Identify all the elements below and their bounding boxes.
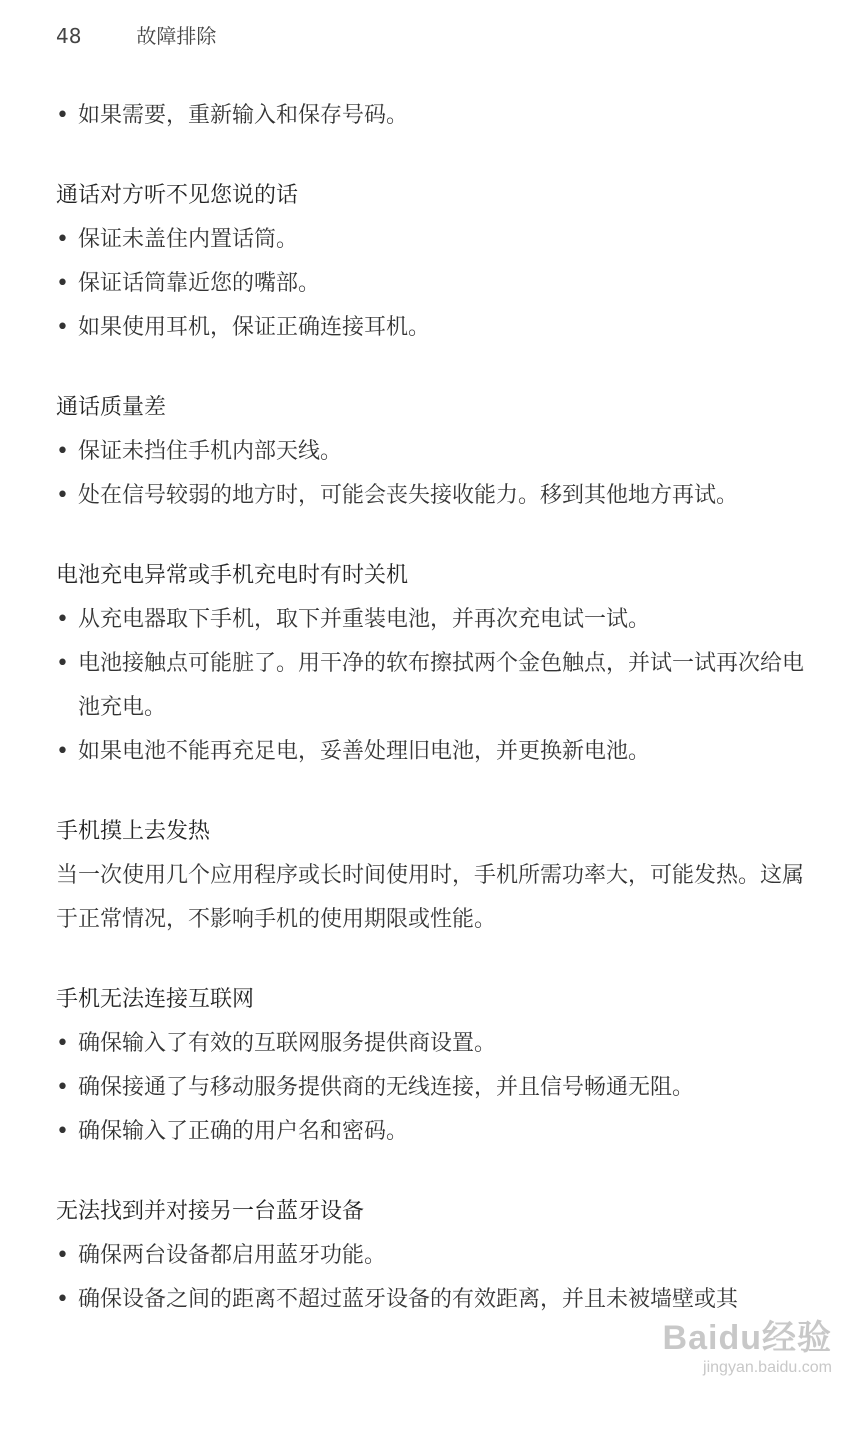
bullet-item: • 确保设备之间的距离不超过蓝牙设备的有效距离，并且未被墙壁或其 xyxy=(56,1278,806,1322)
page-number: 48 xyxy=(56,24,82,48)
bullet-item: • 保证未挡住手机内部天线。 xyxy=(56,430,806,474)
section-title: 手机摸上去发热 xyxy=(56,819,211,844)
section-0 xyxy=(56,94,806,138)
page-header xyxy=(56,20,216,49)
bullet-item: • 确保输入了有效的互联网服务提供商设置。 xyxy=(56,1022,806,1066)
section-bluetooth xyxy=(56,1190,806,1322)
document-body xyxy=(56,94,806,1358)
bullet-item: • 如果电池不能再充足电，妥善处理旧电池，并更换新电池。 xyxy=(56,730,806,774)
section-title: 通话对方听不见您说的话 xyxy=(56,183,299,208)
watermark-url: jingyan.baidu.com xyxy=(703,1359,832,1376)
baidu-watermark xyxy=(663,1310,832,1377)
section-title: 电池充电异常或手机充电时有时关机 xyxy=(56,563,409,588)
bullet-item: • 确保两台设备都启用蓝牙功能。 xyxy=(56,1234,806,1278)
bullet-item: • 处在信号较弱的地方时，可能会丧失接收能力。移到其他地方再试。 xyxy=(56,474,806,518)
bullet-item: • 如果需要，重新输入和保存号码。 xyxy=(56,94,806,138)
bullet-item: • 保证话筒靠近您的嘴部。 xyxy=(56,262,806,306)
bullet-item: • 确保输入了正确的用户名和密码。 xyxy=(56,1110,806,1154)
section-voice xyxy=(56,174,806,350)
bullet-item: • 电池接触点可能脏了。用干净的软布擦拭两个金色触点，并试一试再次给电池充电。 xyxy=(56,642,806,730)
section-heat xyxy=(56,810,806,942)
section-battery xyxy=(56,554,806,774)
section-title: 通话质量差 xyxy=(56,395,167,420)
paragraph: 当一次使用几个应用程序或长时间使用时，手机所需功率大，可能发热。这属于正常情况，不影响手机的使用期限或性能。 xyxy=(56,863,805,932)
bullet-item: • 如果使用耳机，保证正确连接耳机。 xyxy=(56,306,806,350)
bullet-item: • 从充电器取下手机，取下并重装电池，并再次充电试一试。 xyxy=(56,598,806,642)
section-title: 手机无法连接互联网 xyxy=(56,987,255,1012)
section-internet xyxy=(56,978,806,1154)
section-title: 无法找到并对接另一台蓝牙设备 xyxy=(56,1199,365,1224)
bullet-item: • 保证未盖住内置话筒。 xyxy=(56,218,806,262)
bullet-item: • 确保接通了与移动服务提供商的无线连接，并且信号畅通无阻。 xyxy=(56,1066,806,1110)
watermark-logo: Baidu经验 xyxy=(662,1319,832,1357)
chapter-title: 故障排除 xyxy=(136,24,217,48)
section-call-quality xyxy=(56,386,806,518)
